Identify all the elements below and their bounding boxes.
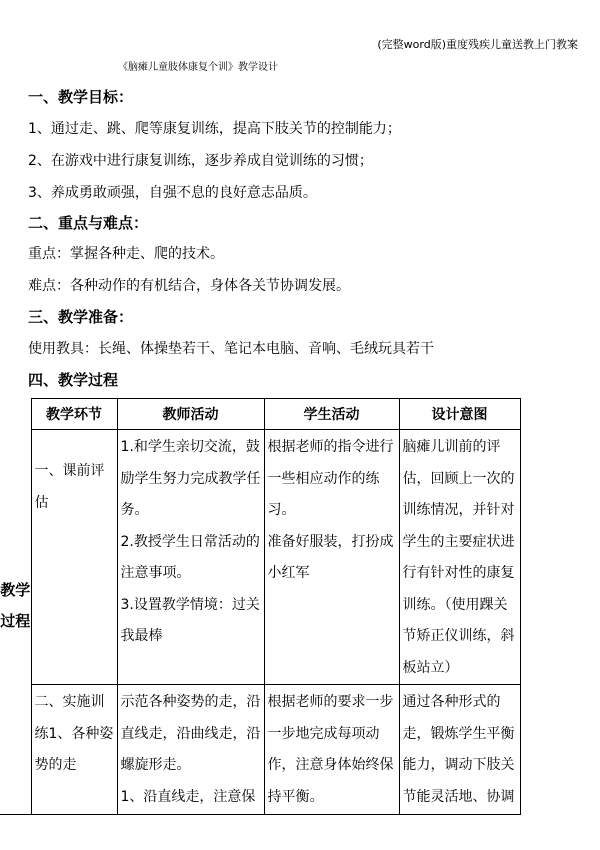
table-cell-student — [264, 685, 399, 815]
intent-text: 通过各种形式的走，锻炼学生平衡能力，调动下肢关节能灵活地、协调 — [402, 694, 515, 805]
table-cell-intent — [399, 430, 520, 685]
stage-text: 一、课前评估 — [34, 463, 105, 511]
key-point: 重点：掌握各种走、爬的技术。 — [28, 246, 224, 262]
row-label-cell — [0, 399, 31, 815]
section-goals-title: 一、教学目标： — [28, 88, 134, 106]
goal-item: 2、在游戏中进行康复训练，逐步养成自觉训练的习惯； — [28, 153, 373, 169]
table-header: 学生活动 — [264, 399, 399, 430]
row-label: 教学过程 — [0, 581, 31, 631]
document-header: (完整word版)重度残疾儿童送教上门教案 — [377, 38, 578, 51]
student-text: 根据老师的指令进行一些相应动作的练习。 准备好服装，打扮成小红军 — [267, 439, 394, 581]
teacher-text: 示范各种姿势的走，沿直线走，沿曲线走，沿螺旋形走。 1、沿直线走，注意保 — [120, 694, 261, 805]
student-text: 根据老师的要求一步一步地完成每项动作，注意身体始终保持平衡。 — [267, 694, 394, 805]
table-header: 教师活动 — [117, 399, 264, 430]
section-key-title: 二、重点与难点： — [28, 214, 149, 232]
table-header: 教学环节 — [31, 399, 117, 430]
table-cell-student — [264, 430, 399, 685]
section-prep-title: 三、教学准备： — [28, 308, 134, 326]
process-table — [0, 398, 521, 815]
goal-item: 3、养成勇敢顽强，自强不息的良好意志品质。 — [28, 185, 317, 201]
difficulty-point: 难点：各种动作的有机结合，身体各关节协调发展。 — [28, 278, 350, 294]
table-cell-teacher — [117, 430, 264, 685]
prep-text: 使用教具：长绳、体操垫若干、笔记本电脑、音响、毛绒玩具若干 — [28, 341, 434, 357]
section-process-title: 四、教学过程 — [28, 371, 119, 389]
goal-item: 1、通过走、跳、爬等康复训练，提高下肢关节的控制能力； — [28, 121, 401, 137]
intent-text: 脑瘫儿训前的评估，回顾上一次的训练情况，并针对学生的主要症状进行有针对性的康复训练。（使用踝关节矫正仪训练，斜板站立） — [402, 439, 515, 676]
table-cell-stage — [31, 685, 117, 815]
table-cell-intent — [399, 685, 520, 815]
table-cell-teacher — [117, 685, 264, 815]
teacher-text: 1.和学生亲切交流，鼓励学生努力完成教学任务。 2.教授学生日常活动的注意事项。 3.设置教学情境：过关我最棒 — [120, 439, 261, 644]
document-subtitle: 《脑瘫儿童肢体康复个训》教学设计 — [118, 62, 278, 73]
stage-text: 二、实施训练1、各种姿势的走 — [34, 694, 114, 773]
table-header: 设计意图 — [399, 399, 520, 430]
table-cell-stage — [31, 430, 117, 685]
